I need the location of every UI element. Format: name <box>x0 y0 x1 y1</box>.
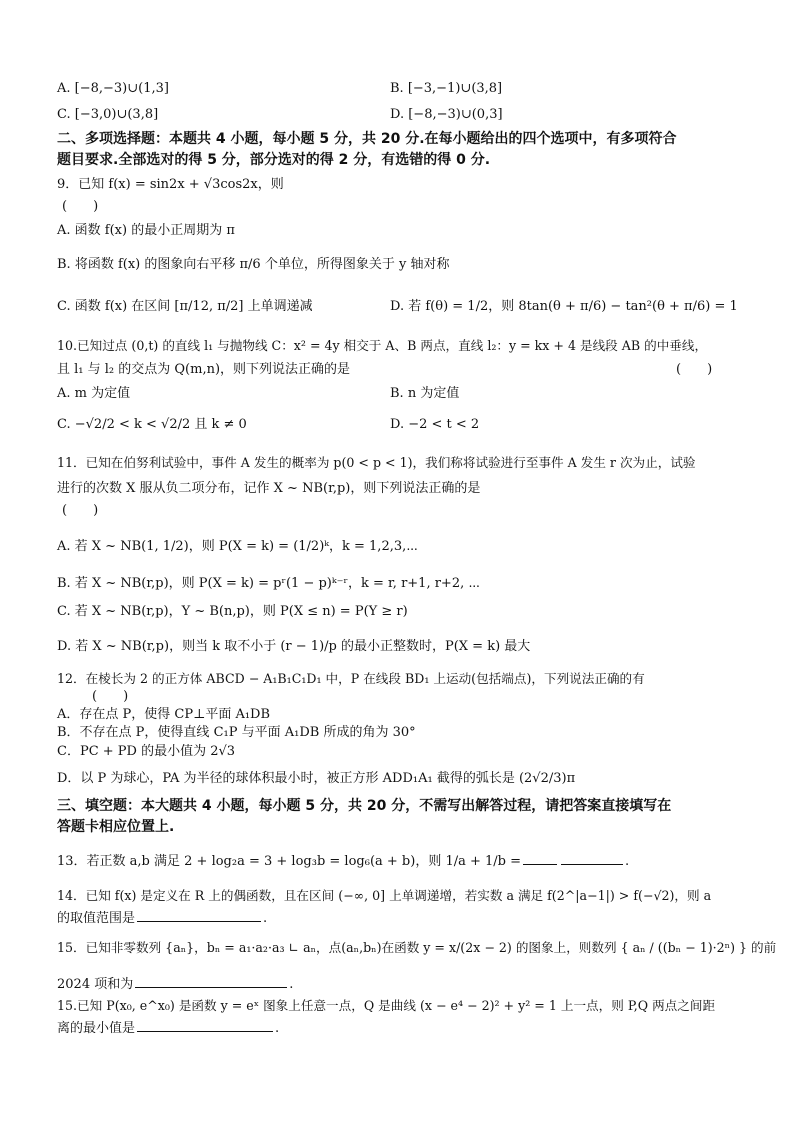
q10-answer-paren: ( ) <box>676 362 713 377</box>
q11-answer-paren: ( ) <box>62 503 99 518</box>
section-2-heading: 二、多项选择题：本题共 4 小题，每小题 5 分，共 20 分.在每小题给出的四个选项中，有多项符合 <box>57 131 677 147</box>
q13-answer-blank[interactable] <box>523 852 557 865</box>
q15-end: . <box>289 977 294 992</box>
q9-option-c: C. 函数 f(x) 在区间 [π/12, π/2] 上单调递减 <box>57 299 313 314</box>
q11-option-d: D. 若 X ~ NB(r,p)，则当 k 取不小于 (r − 1)/p 的最小正整数时，P(X = k) 最大 <box>57 639 531 654</box>
q9-answer-paren: ( ) <box>62 199 99 214</box>
q11-option-b: B. 若 X ~ NB(r,p)，则 P(X = k) = pʳ(1 − p)ᵏ⁻ʳ，k = r, r+1, r+2, ⋯ <box>57 576 481 591</box>
q15-answer-blank[interactable] <box>135 975 287 988</box>
q14-stem-cont <box>57 909 267 928</box>
q11-option-a: A. 若 X ~ NB(1, 1/2)，则 P(X = k) = (1/2)ᵏ，k = 1,2,3,⋯ <box>57 539 418 554</box>
section-3-heading: 三、填空题：本大题共 4 小题，每小题 5 分，共 20 分，不需写出解答过程，请把答案直接填写在 <box>57 798 672 814</box>
q14-end: . <box>263 911 268 926</box>
q13-text: 13．若正数 a,b 满足 2 + log₂a = 3 + log₃b = log₆(a + b)，则 1/a + 1/b = <box>57 854 522 869</box>
section-2-heading-cont: 题目要求.全部选对的得 5 分，部分选对的得 2 分，有选错的得 0 分. <box>57 152 491 168</box>
q12-option-c: C．PC + PD 的最小值为 2√3 <box>57 744 236 759</box>
section-3-heading-cont: 答题卡相应位置上. <box>57 819 175 835</box>
q10-option-b: B. n 为定值 <box>390 386 460 401</box>
q14-answer-blank[interactable] <box>137 909 261 922</box>
q12-option-d: D．以 P 为球心，PA 为半径的球体积最小时，被正方形 ADD₁A₁ 截得的弧长是 (2√2/3)π <box>57 771 576 786</box>
q12-option-b: B．不存在点 P，使得直线 C₁P 与平面 A₁DB 所成的角为 30° <box>57 725 416 740</box>
q15-text: 2024 项和为 <box>57 977 134 992</box>
q9-option-a: A. 函数 f(x) 的最小正周期为 π <box>57 223 235 238</box>
q15-stem-cont <box>57 975 293 994</box>
q9-option-b: B. 将函数 f(x) 的图象向右平移 π/6 个单位，所得图象关于 y 轴对称 <box>57 257 450 272</box>
q14-text: 的取值范围是 <box>57 911 136 926</box>
q9-option-d: D. 若 f(θ) = 1/2，则 8tan(θ + π/6) − tan²(θ + π/6) = 1 <box>390 299 738 314</box>
q16-stem: 15.已知 P(x₀, e^x₀) 是函数 y = eˣ 图象上任意一点，Q 是曲线 (x − e⁴ − 2)² + y² = 1 上一点，则 P,Q 两点之间距 <box>57 998 716 1013</box>
q10-stem-cont: 且 l₁ 与 l₂ 的交点为 Q(m,n)，则下列说法正确的是 <box>57 362 351 377</box>
q10-option-a: A. m 为定值 <box>57 386 131 401</box>
q13-stem <box>57 852 629 871</box>
q8-option-b: B. [−3,−1)∪(3,8] <box>390 81 503 96</box>
q16-stem-cont <box>57 1019 279 1038</box>
q9-stem: 9．已知 f(x) = sin2x + √3cos2x，则 <box>57 177 284 192</box>
q16-end: . <box>275 1021 280 1036</box>
q10-option-c: C. −√2/2 < k < √2/2 且 k ≠ 0 <box>57 417 247 432</box>
q11-stem-cont: 进行的次数 X 服从负二项分布，记作 X ~ NB(r,p)，则下列说法正确的是 <box>57 481 481 496</box>
q8-option-d: D. [−8,−3)∪(0,3] <box>390 107 503 122</box>
q10-option-d: D. −2 < t < 2 <box>390 417 480 432</box>
q12-answer-paren: ( ) <box>92 689 129 704</box>
q12-option-a: A．存在点 P，使得 CP⊥平面 A₁DB <box>57 707 271 722</box>
q8-option-c: C. [−3,0)∪(3,8] <box>57 107 159 122</box>
q8-option-a: A. [−8,−3)∪(1,3] <box>57 81 169 96</box>
q12-stem: 12．在棱长为 2 的正方体 ABCD − A₁B₁C₁D₁ 中，P 在线段 BD₁ 上运动(包括端点)，下列说法正确的有 <box>57 671 645 686</box>
q15-stem: 15．已知非零数列 {aₙ}，bₙ = a₁·a₂·a₃ ∟ aₙ，点(aₙ,bₙ)在函数 y = x/(2x − 2) 的图象上，则数列 { aₙ / ((bₙ − 1)·2ⁿ) } 的前 <box>57 940 777 955</box>
q11-option-c: C. 若 X ~ NB(r,p)，Y ~ B(n,p)，则 P(X ≤ n) = P(Y ≥ r) <box>57 604 408 619</box>
q11-stem: 11．已知在伯努利试验中，事件 A 发生的概率为 p(0 < p < 1)，我们称将试验进行至事件 A 发生 r 次为止，试验 <box>57 455 696 470</box>
q16-text: 离的最小值是 <box>57 1021 136 1036</box>
q13-end: . <box>625 854 630 869</box>
q13-answer-blank-2[interactable] <box>561 852 623 865</box>
q16-answer-blank[interactable] <box>137 1019 273 1032</box>
q10-stem: 10.已知过点 (0,t) 的直线 l₁ 与抛物线 C：x² = 4y 相交于 A、B 两点，直线 l₂：y = kx + 4 是线段 AB 的中垂线， <box>57 338 708 353</box>
q14-stem: 14．已知 f(x) 是定义在 R 上的偶函数，且在区间 (−∞, 0] 上单调递增，若实数 a 满足 f(2^|a−1|) > f(−√2)，则 a <box>57 888 712 903</box>
